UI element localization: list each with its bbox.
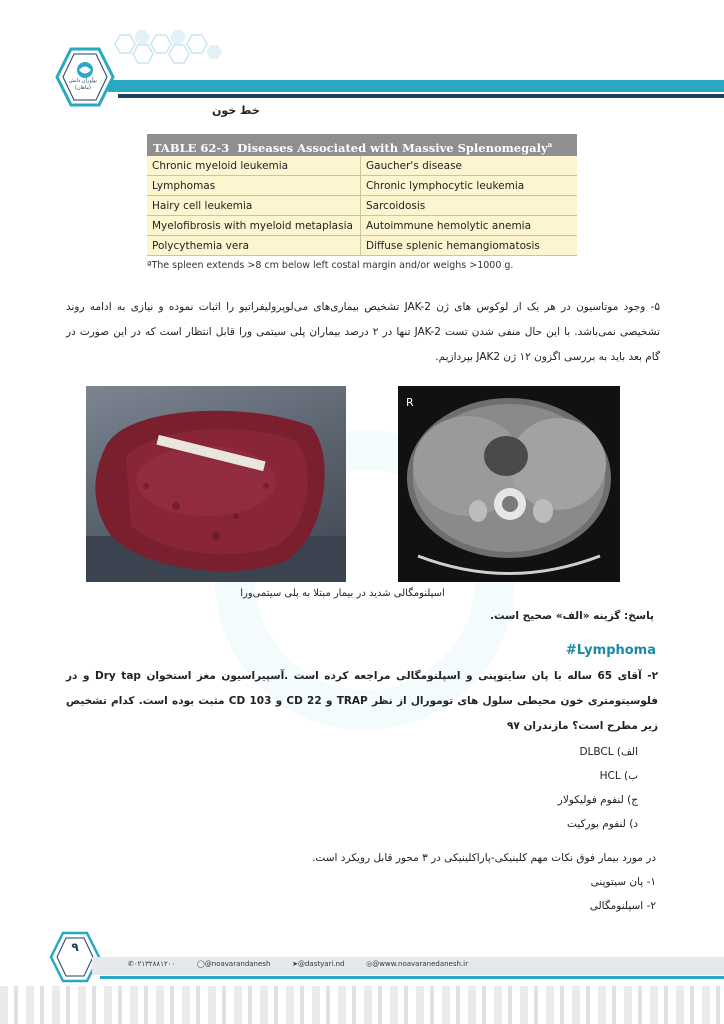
instagram-handle: @noavarandanesh xyxy=(204,960,271,968)
page-number: ۹ xyxy=(71,940,79,954)
table-cell: Polycythemia vera xyxy=(147,236,361,256)
spleen-illustration xyxy=(86,386,346,582)
answer-options xyxy=(450,740,638,836)
table-cell: Diffuse splenic hemangiomatosis xyxy=(361,236,578,256)
spleen-specimen-photo xyxy=(86,386,346,582)
phone-number: ۰۲۱۳۲۸۸۱۲۰۰ xyxy=(133,960,176,968)
table-footnote: ªThe spleen extends >8 cm below left costal margin and/or weighs >1000 g. xyxy=(147,260,514,271)
table-row xyxy=(147,216,577,236)
telegram-contact: ➤@dastyari.nd xyxy=(292,960,345,968)
option-b: ب) HCL xyxy=(599,770,638,782)
ct-orientation-label: R xyxy=(406,396,414,409)
table-title: Diseases Associated with Massive Splenomegaly xyxy=(237,140,548,155)
header-navy-bar xyxy=(118,94,724,98)
option-a: الف) DLBCL xyxy=(579,746,638,758)
website-url: @www.noavaranedanesh.ir xyxy=(372,960,468,968)
hexagon-pattern-decoration xyxy=(100,30,230,80)
logo-line-2: (ماهان) xyxy=(75,85,91,91)
clinical-notes xyxy=(200,846,656,918)
option-d: د) لنفوم بورکیت xyxy=(567,818,638,830)
notes-intro: در مورد بیمار فوق نکات مهم کلینیکی-پاراکلینیکی در ۳ محور قابل رویکرد است. xyxy=(312,852,656,864)
footer-accent-line xyxy=(100,976,724,979)
table-cell: Gaucher's disease xyxy=(361,156,578,176)
image-caption: اسپلنومگالی شدید در بیمار مبتلا به پلی سیتمی‌ورا xyxy=(240,588,445,599)
table-cell: Sarcoidosis xyxy=(361,196,578,216)
publisher-logo-text xyxy=(62,78,104,92)
website-contact: ◎@www.noavaranedanesh.ir xyxy=(366,960,468,968)
table-caption-mark: a xyxy=(547,140,553,149)
chapter-title: خط خون xyxy=(212,104,260,117)
footer-contacts xyxy=(128,960,468,968)
question-text: ۲- آقای 65 ساله با پان سایتوپنی و اسپلنومگالی مراجعه کرده است .آسپیراسیون مغز استخوان Dry tap و در فلوسیتومتری خون محیطی سلول های تومورال از نظر TRAP و CD 22 و CD 103 مثبت بوده است. کدام تشخیص زیر مطرح است؟ مازندران ۹۷ xyxy=(66,670,659,732)
footer-grunge-decoration xyxy=(0,986,724,1024)
table-row xyxy=(147,196,577,216)
table-row xyxy=(147,176,577,196)
table-row xyxy=(147,156,577,176)
header-accent-bar xyxy=(108,80,724,92)
table-cell: Chronic lymphocytic leukemia xyxy=(361,176,578,196)
notes-item: ۲- اسپلنومگالی xyxy=(589,900,656,912)
instagram-contact: ◯@noavarandanesh xyxy=(196,960,271,968)
ct-scan-illustration xyxy=(398,386,620,582)
logo-line-1: نوآوران دانش xyxy=(68,78,98,84)
section-hashtag: #Lymphoma xyxy=(565,643,656,658)
phone-contact: ✆۰۲۱۳۲۸۸۱۲۰۰ xyxy=(128,960,176,968)
splenomegaly-table xyxy=(147,134,577,271)
table-cell: Autoimmune hemolytic anemia xyxy=(361,216,578,236)
table-body xyxy=(147,156,577,256)
table-number: TABLE 62-3 xyxy=(153,140,230,155)
publisher-logo-icon xyxy=(54,46,116,108)
table-cell: Chronic myeloid leukemia xyxy=(147,156,361,176)
table-cell: Hairy cell leukemia xyxy=(147,196,361,216)
notes-item: ۱- پان سیتوپنی xyxy=(590,876,656,888)
ct-scan-image xyxy=(398,386,620,582)
jak2-paragraph: ۵- وجود موتاسیون در هر یک از لوکوس های ژن JAK-2 تشخیص بیماری‌های می‌لوپرولیفراتیو را اثبات نموده و نیازی به ادامه روند تشخیصی نمی‌باشد. با این حال منفی شدن تست JAK-2 تنها در ۲ درصد بیماران پلی سیتمی ورا قابل انتظار است که در این صورت در گام بعد باید به بررسی اگزون ۱۲ ژن JAK2 بپردازیم. xyxy=(66,301,660,363)
answer-text: پاسخ: گزینه «الف» صحیح است. xyxy=(489,610,654,622)
table-cell: Myelofibrosis with myeloid metaplasia xyxy=(147,216,361,236)
telegram-handle: @dastyari.nd xyxy=(297,960,345,968)
option-c: ج) لنفوم فولیکولار xyxy=(557,794,638,806)
table-caption xyxy=(147,134,577,156)
table-row xyxy=(147,236,577,256)
table-cell: Lymphomas xyxy=(147,176,361,196)
